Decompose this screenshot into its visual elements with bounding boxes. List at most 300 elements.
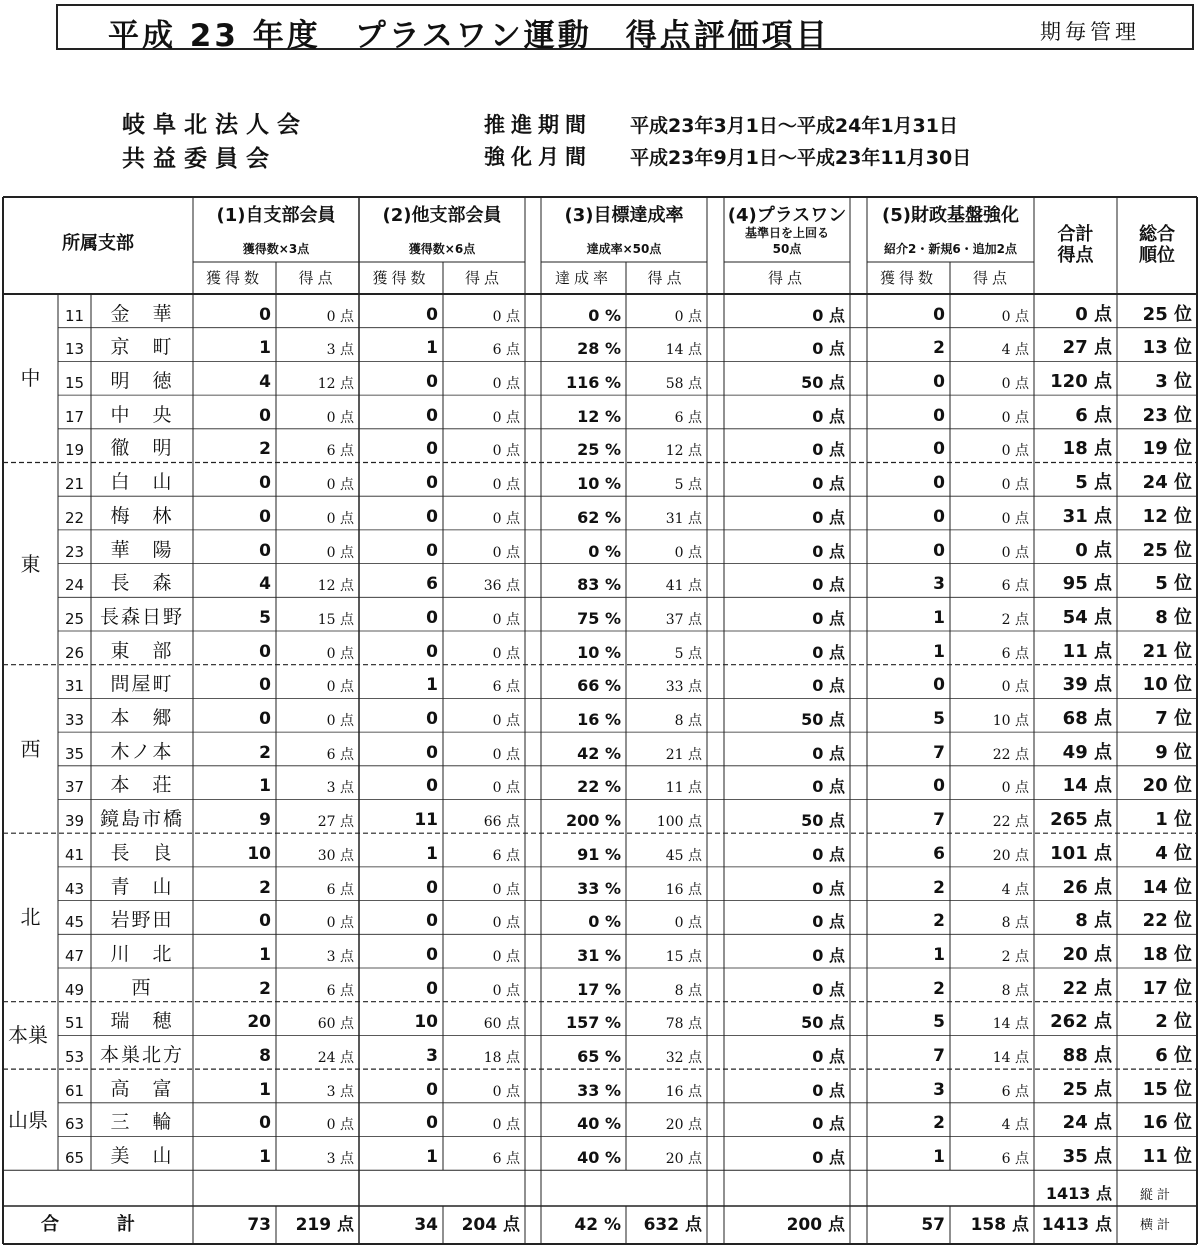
cell-total: 265 点 <box>1050 809 1112 831</box>
cell-total: 49 点 <box>1062 741 1112 763</box>
total-p5: 158 点 <box>970 1214 1029 1235</box>
cell-rate: 0 % <box>588 912 621 932</box>
cell-p2: 60 点 <box>483 1016 520 1033</box>
cell-c5: 2 <box>933 1113 945 1134</box>
cell-total: 35 点 <box>1062 1146 1112 1168</box>
cell-p2: 6 点 <box>492 342 520 359</box>
cell-c2: 0 <box>426 742 438 763</box>
cell-p4: 0 点 <box>812 507 845 527</box>
cell-c2: 1 <box>426 338 438 359</box>
row-name: 本 郷 <box>110 707 174 730</box>
cell-total: 0 点 <box>1075 539 1112 561</box>
cell-c5: 2 <box>933 911 945 932</box>
cell-p3: 32 点 <box>665 1050 702 1067</box>
cell-p5: 0 点 <box>1001 544 1029 561</box>
cell-p2: 0 点 <box>492 409 520 426</box>
cell-c5: 3 <box>933 1079 945 1100</box>
cell-c1: 0 <box>259 911 271 932</box>
row-name: 鏡島市橋 <box>99 808 184 831</box>
cell-rank: 14 位 <box>1142 876 1192 898</box>
sub-count-5: 獲得数 <box>879 268 937 287</box>
row-name: 白 山 <box>110 471 174 494</box>
cell-p4: 50 点 <box>801 373 845 393</box>
cell-rate: 65 % <box>577 1047 621 1067</box>
sub-rate-3: 達成率 <box>554 268 612 287</box>
row-code: 22 <box>64 508 85 527</box>
horizontal-total-label: 横計 <box>1139 1217 1174 1233</box>
cell-p2: 0 点 <box>492 982 520 999</box>
cell-p3: 0 点 <box>674 544 702 561</box>
cell-c2: 0 <box>426 1079 438 1100</box>
cell-p5: 10 点 <box>992 713 1029 730</box>
cell-total: 25 点 <box>1062 1078 1112 1100</box>
cell-rank: 2 位 <box>1155 1011 1192 1033</box>
row-name: 美 山 <box>110 1145 174 1168</box>
cell-rate: 17 % <box>577 979 621 999</box>
group-label: 山県 <box>8 1107 48 1132</box>
strong-month-value: 平成23年9月1日～平成23年11月30日 <box>630 147 972 169</box>
cell-p3: 11 点 <box>665 780 702 797</box>
cell-c5: 0 <box>933 439 945 460</box>
sub-points-3: 得点 <box>647 268 686 287</box>
cell-p5: 2 点 <box>1001 611 1029 628</box>
cell-c5: 7 <box>933 1046 945 1067</box>
cell-c5: 0 <box>933 304 945 325</box>
cell-p3: 14 点 <box>665 342 702 359</box>
cell-rank: 12 位 <box>1142 505 1192 527</box>
cell-c2: 0 <box>426 877 438 898</box>
cell-p1: 3 点 <box>326 342 354 359</box>
cell-p2: 6 点 <box>492 679 520 696</box>
cell-total: 6 点 <box>1075 404 1112 426</box>
cell-p5: 8 点 <box>1001 982 1029 999</box>
cell-p2: 0 点 <box>492 645 520 662</box>
cell-p1: 3 点 <box>326 1151 354 1168</box>
cell-p4: 50 点 <box>801 710 845 730</box>
cell-p4: 0 点 <box>812 912 845 932</box>
cell-p2: 0 点 <box>492 544 520 561</box>
row-name: 長 森 <box>110 572 174 595</box>
cell-total: 14 点 <box>1062 775 1112 797</box>
cell-c5: 0 <box>933 675 945 696</box>
cell-p3: 20 点 <box>665 1117 702 1134</box>
cell-c5: 7 <box>933 742 945 763</box>
cell-c2: 10 <box>414 1012 438 1033</box>
cell-p5: 20 点 <box>992 847 1029 864</box>
cell-rank: 17 位 <box>1142 977 1192 999</box>
cell-p4: 0 点 <box>812 878 845 898</box>
cell-p5: 6 点 <box>1001 1151 1029 1168</box>
cell-p4: 0 点 <box>812 844 845 864</box>
row-code: 53 <box>64 1048 85 1067</box>
cell-p3: 41 点 <box>665 578 702 595</box>
cell-p1: 0 点 <box>326 645 354 662</box>
cell-c1: 0 <box>259 304 271 325</box>
cell-c1: 0 <box>259 1113 271 1134</box>
row-name: 問屋町 <box>110 673 174 696</box>
row-code: 26 <box>64 643 85 662</box>
cell-p5: 22 点 <box>992 746 1029 763</box>
row-name: 青 山 <box>110 875 174 898</box>
cell-p1: 3 点 <box>326 780 354 797</box>
cell-total: 39 点 <box>1062 674 1112 696</box>
total-p4: 200 点 <box>786 1214 845 1235</box>
sub-points-2: 得点 <box>464 268 503 287</box>
cell-c1: 5 <box>259 607 271 628</box>
cell-p3: 0 点 <box>674 308 702 325</box>
cell-rate: 12 % <box>577 406 621 426</box>
cell-p5: 0 点 <box>1001 477 1029 494</box>
cell-total: 5 点 <box>1075 472 1112 494</box>
row-name: 東 部 <box>110 639 174 662</box>
cell-p1: 30 点 <box>317 847 354 864</box>
row-name: 梅 林 <box>110 504 174 527</box>
cell-p3: 45 点 <box>665 847 702 864</box>
cell-c1: 0 <box>259 675 271 696</box>
group-label: 西 <box>20 736 41 761</box>
cell-rate: 75 % <box>577 608 621 628</box>
cell-p3: 21 点 <box>665 746 702 763</box>
total-p1: 219 点 <box>295 1214 354 1235</box>
cell-c1: 0 <box>259 641 271 662</box>
cell-c2: 0 <box>426 506 438 527</box>
cell-p2: 0 点 <box>492 948 520 965</box>
cell-c2: 0 <box>426 304 438 325</box>
row-code: 39 <box>64 812 85 831</box>
cell-p5: 4 点 <box>1001 1117 1029 1134</box>
promo-period-value: 平成23年3月1日～平成24年1月31日 <box>630 115 958 137</box>
row-code: 63 <box>64 1115 85 1134</box>
cell-p2: 0 点 <box>492 881 520 898</box>
row-name: 明 徳 <box>110 370 174 393</box>
cell-p5: 0 点 <box>1001 780 1029 797</box>
cell-p4: 0 点 <box>812 676 845 696</box>
cell-p2: 0 点 <box>492 746 520 763</box>
vertical-total: 1413 点 <box>1045 1183 1112 1203</box>
total-c5: 57 <box>921 1214 945 1235</box>
cell-total: 24 点 <box>1062 1112 1112 1134</box>
cell-p2: 0 点 <box>492 713 520 730</box>
cell-p4: 0 点 <box>812 608 845 628</box>
cell-p1: 0 点 <box>326 308 354 325</box>
strong-month-label: 強化月間 <box>484 145 592 169</box>
sub-count-1: 獲得数 <box>205 268 263 287</box>
header-col5-title: (5)財政基盤強化 <box>882 205 1019 226</box>
cell-p5: 6 点 <box>1001 578 1029 595</box>
cell-p1: 24 点 <box>317 1050 354 1067</box>
row-code: 31 <box>64 677 85 696</box>
cell-rank: 1 位 <box>1155 809 1192 831</box>
row-code: 43 <box>64 879 85 898</box>
cell-total: 0 点 <box>1075 303 1112 325</box>
cell-p2: 6 点 <box>492 1151 520 1168</box>
committee-name: 共益委員会 <box>122 146 277 172</box>
cell-p5: 6 点 <box>1001 645 1029 662</box>
cell-rank: 9 位 <box>1155 741 1192 763</box>
row-code: 11 <box>64 306 85 325</box>
period-note: 期毎管理 <box>1040 20 1140 44</box>
cell-p2: 36 点 <box>483 578 520 595</box>
cell-rank: 24 位 <box>1142 472 1192 494</box>
header-col4-title: (4)プラスワン <box>727 205 847 226</box>
cell-c5: 2 <box>933 877 945 898</box>
cell-c2: 0 <box>426 641 438 662</box>
cell-p4: 0 点 <box>812 979 845 999</box>
cell-p4: 0 点 <box>812 406 845 426</box>
totals-label: 合 計 <box>41 1214 155 1235</box>
cell-c2: 1 <box>426 843 438 864</box>
row-name: 川 北 <box>110 942 174 965</box>
cell-rate: 28 % <box>577 339 621 359</box>
sub-points-5: 得点 <box>972 268 1011 287</box>
cell-c2: 6 <box>426 574 438 595</box>
cell-p5: 6 点 <box>1001 1083 1029 1100</box>
row-name: 高 富 <box>110 1077 174 1100</box>
row-code: 17 <box>64 407 85 426</box>
sub-points-4: 得点 <box>767 268 806 287</box>
cell-p4: 0 点 <box>812 575 845 595</box>
row-code: 51 <box>64 1014 85 1033</box>
row-code: 41 <box>64 845 85 864</box>
cell-c5: 0 <box>933 776 945 797</box>
cell-c5: 1 <box>933 944 945 965</box>
cell-p2: 0 点 <box>492 376 520 393</box>
cell-c5: 0 <box>933 405 945 426</box>
vertical-total-label: 縦計 <box>1139 1187 1174 1203</box>
cell-p3: 78 点 <box>665 1016 702 1033</box>
row-name: 本 荘 <box>110 774 174 797</box>
cell-p1: 12 点 <box>317 376 354 393</box>
cell-rank: 20 位 <box>1142 775 1192 797</box>
row-name: 長森日野 <box>99 605 184 628</box>
cell-c5: 5 <box>933 709 945 730</box>
cell-p1: 0 点 <box>326 510 354 527</box>
cell-c2: 0 <box>426 439 438 460</box>
cell-rate: 25 % <box>577 440 621 460</box>
cell-p4: 0 点 <box>812 1148 845 1168</box>
cell-rank: 21 位 <box>1142 640 1192 662</box>
cell-p1: 0 点 <box>326 544 354 561</box>
cell-rank: 13 位 <box>1142 337 1192 359</box>
cell-p2: 0 点 <box>492 477 520 494</box>
cell-rank: 25 位 <box>1142 539 1192 561</box>
cell-c2: 0 <box>426 776 438 797</box>
cell-c1: 0 <box>259 540 271 561</box>
row-code: 65 <box>64 1149 85 1168</box>
cell-total: 18 点 <box>1062 438 1112 460</box>
row-name: 中 央 <box>110 403 174 426</box>
cell-c5: 0 <box>933 506 945 527</box>
row-code: 25 <box>64 609 85 628</box>
cell-c5: 1 <box>933 1147 945 1168</box>
cell-p2: 0 点 <box>492 510 520 527</box>
cell-total: 31 点 <box>1062 505 1112 527</box>
header-col3-title: (3)目標達成率 <box>564 205 684 226</box>
cell-total: 26 点 <box>1062 876 1112 898</box>
cell-total: 68 点 <box>1062 708 1112 730</box>
cell-p1: 6 点 <box>326 982 354 999</box>
cell-p1: 12 点 <box>317 578 354 595</box>
cell-p1: 6 点 <box>326 881 354 898</box>
cell-p5: 8 点 <box>1001 915 1029 932</box>
cell-c5: 0 <box>933 540 945 561</box>
cell-p4: 0 点 <box>812 743 845 763</box>
cell-c1: 0 <box>259 473 271 494</box>
cell-total: 101 点 <box>1050 842 1112 864</box>
row-name: 西 <box>131 976 153 999</box>
row-code: 33 <box>64 711 85 730</box>
cell-rate: 33 % <box>577 878 621 898</box>
header-col2-rule: 獲得数×6点 <box>408 242 476 256</box>
cell-p4: 0 点 <box>812 1047 845 1067</box>
cell-p5: 0 点 <box>1001 679 1029 696</box>
header-col3-rule: 達成率×50点 <box>586 242 662 256</box>
cell-p1: 0 点 <box>326 679 354 696</box>
row-code: 61 <box>64 1081 85 1100</box>
cell-p1: 3 点 <box>326 948 354 965</box>
row-code: 23 <box>64 542 85 561</box>
cell-p4: 0 点 <box>812 1114 845 1134</box>
cell-c5: 1 <box>933 607 945 628</box>
cell-p2: 0 点 <box>492 1083 520 1100</box>
cell-p5: 0 点 <box>1001 376 1029 393</box>
cell-c2: 11 <box>414 810 438 831</box>
cell-p3: 58 点 <box>665 376 702 393</box>
cell-rank: 19 位 <box>1142 438 1192 460</box>
cell-p2: 0 点 <box>492 915 520 932</box>
group-label: 東 <box>20 551 41 576</box>
cell-c2: 0 <box>426 405 438 426</box>
cell-c2: 0 <box>426 944 438 965</box>
cell-rate: 116 % <box>566 373 621 393</box>
row-code: 19 <box>64 441 85 460</box>
cell-p1: 0 点 <box>326 713 354 730</box>
cell-p4: 0 点 <box>812 945 845 965</box>
cell-p2: 18 点 <box>483 1050 520 1067</box>
cell-c1: 2 <box>259 978 271 999</box>
cell-c1: 2 <box>259 439 271 460</box>
cell-p4: 0 点 <box>812 339 845 359</box>
header-col1-rule: 獲得数×3点 <box>242 242 310 256</box>
header-col4-rule-1: 基準日を上回る <box>744 226 829 240</box>
cell-c1: 0 <box>259 709 271 730</box>
cell-rank: 3 位 <box>1155 371 1192 393</box>
cell-p5: 0 点 <box>1001 409 1029 426</box>
cell-c1: 20 <box>247 1012 271 1033</box>
cell-c2: 3 <box>426 1046 438 1067</box>
cell-p3: 20 点 <box>665 1151 702 1168</box>
cell-p3: 6 点 <box>674 409 702 426</box>
cell-c1: 1 <box>259 776 271 797</box>
cell-c2: 0 <box>426 473 438 494</box>
page-title: 平成 23 年度 プラスワン運動 得点評価項目 <box>108 18 830 54</box>
cell-rate: 40 % <box>577 1148 621 1168</box>
cell-p4: 0 点 <box>812 642 845 662</box>
cell-rank: 10 位 <box>1142 674 1192 696</box>
cell-c5: 5 <box>933 1012 945 1033</box>
cell-p4: 0 点 <box>812 440 845 460</box>
row-name: 三 輪 <box>110 1111 174 1134</box>
cell-total: 262 点 <box>1050 1011 1112 1033</box>
cell-c5: 7 <box>933 810 945 831</box>
cell-p4: 0 点 <box>812 474 845 494</box>
cell-total: 27 点 <box>1062 337 1112 359</box>
cell-p3: 5 点 <box>674 645 702 662</box>
cell-total: 22 点 <box>1062 977 1112 999</box>
cell-rank: 8 位 <box>1155 606 1192 628</box>
cell-c1: 2 <box>259 877 271 898</box>
cell-p1: 0 点 <box>326 477 354 494</box>
cell-rate: 83 % <box>577 575 621 595</box>
cell-p2: 0 点 <box>492 308 520 325</box>
cell-p3: 37 点 <box>665 611 702 628</box>
cell-rank: 25 位 <box>1142 303 1192 325</box>
cell-rank: 6 位 <box>1155 1045 1192 1067</box>
cell-rate: 0 % <box>588 541 621 561</box>
cell-c5: 1 <box>933 641 945 662</box>
cell-p3: 16 点 <box>665 1083 702 1100</box>
cell-rate: 22 % <box>577 777 621 797</box>
cell-rank: 22 位 <box>1142 910 1192 932</box>
cell-p5: 0 点 <box>1001 308 1029 325</box>
row-name: 岩野田 <box>110 909 174 932</box>
cell-p3: 100 点 <box>656 814 702 831</box>
cell-rank: 18 位 <box>1142 943 1192 965</box>
cell-p1: 6 点 <box>326 746 354 763</box>
cell-rate: 62 % <box>577 507 621 527</box>
cell-c2: 1 <box>426 675 438 696</box>
cell-c1: 0 <box>259 506 271 527</box>
cell-p3: 8 点 <box>674 713 702 730</box>
cell-c1: 1 <box>259 944 271 965</box>
row-name: 長 良 <box>110 841 174 864</box>
group-label: 本巣 <box>8 1023 48 1048</box>
cell-p5: 4 点 <box>1001 342 1029 359</box>
cell-rate: 0 % <box>588 305 621 325</box>
cell-p2: 0 点 <box>492 611 520 628</box>
row-name: 木ノ本 <box>110 740 174 763</box>
cell-p1: 27 点 <box>317 814 354 831</box>
row-name: 本巣北方 <box>99 1044 184 1067</box>
header-col4-rule-2: 50点 <box>772 242 802 256</box>
row-code: 37 <box>64 778 85 797</box>
sub-count-2: 獲得数 <box>372 268 430 287</box>
total-c1: 73 <box>247 1214 271 1235</box>
cell-p1: 0 点 <box>326 409 354 426</box>
cell-c2: 0 <box>426 978 438 999</box>
cell-p3: 0 点 <box>674 915 702 932</box>
promo-period-label: 推進期間 <box>484 113 592 137</box>
cell-p1: 15 点 <box>317 611 354 628</box>
cell-p1: 0 点 <box>326 915 354 932</box>
header-col1-title: (1)自支部会員 <box>216 205 336 226</box>
cell-c5: 6 <box>933 843 945 864</box>
cell-rank: 4 位 <box>1155 842 1192 864</box>
cell-p2: 66 点 <box>483 814 520 831</box>
cell-p5: 14 点 <box>992 1050 1029 1067</box>
cell-c2: 0 <box>426 911 438 932</box>
row-code: 49 <box>64 980 85 999</box>
cell-p3: 12 点 <box>665 443 702 460</box>
cell-p5: 0 点 <box>1001 510 1029 527</box>
cell-c2: 0 <box>426 607 438 628</box>
row-code: 47 <box>64 946 85 965</box>
total-c2: 34 <box>414 1214 438 1235</box>
cell-total: 11 点 <box>1062 640 1112 662</box>
cell-c5: 0 <box>933 372 945 393</box>
cell-c2: 0 <box>426 709 438 730</box>
cell-rank: 15 位 <box>1142 1078 1192 1100</box>
